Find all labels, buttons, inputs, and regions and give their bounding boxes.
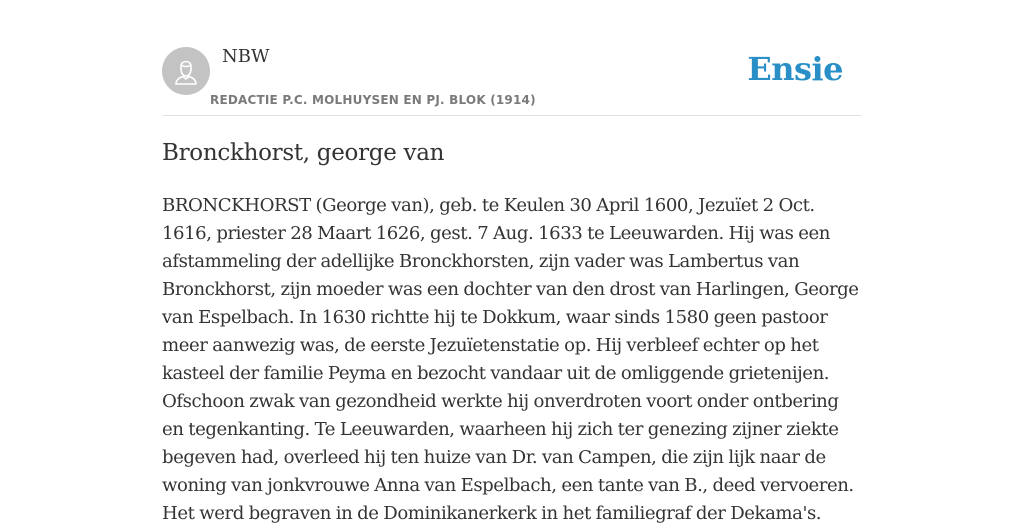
ensie-logo[interactable]: Ensie	[747, 50, 843, 88]
source-avatar[interactable]	[162, 47, 210, 95]
source-name[interactable]: NBW	[222, 46, 270, 67]
article-title: Bronckhorst, george van	[162, 140, 445, 166]
source-editors: REDACTIE P.C. MOLHUYSEN EN PJ. BLOK (1914)	[210, 93, 536, 107]
article-body: BRONCKHORST (George van), geb. te Keulen 30 April 1600, Jezuïet 2 Oct. 1616, priester 28 Maart 1626, gest. 7 Aug. 1633 te Leeuwarden. Hij was een afstammeling der adellijke Bronckhorsten, zijn vader was Lambertus van Bronckhorst, zijn moeder was een dochter van den drost van Harlingen, George van Espelbach. In 1630 richtte hij te Dokkum, waar sinds 1580 geen pastoor meer aanwezig was, de eerste Jezuïetenstatie op. Hij verbleef echter op het kasteel der familie Peyma en bezocht vandaar uit de omliggende grietenijen. Ofschoon zwak van gezondheid werkte hij onverdroten voort onder ontbering en tegenkanting. Te Leeuwarden, waarheen hij zich ter genezing zijner ziekte begeven had, overleed hij ten huize van Dr. van Campen, die zijn lijk naar de woning van jonkvrouwe Anna van Espelbach, een tante van B., deed vervoeren. Het werd begraven in de Dominikanerkerk in het familiegraf der Dekama's.	[162, 195, 859, 524]
user-icon	[162, 47, 210, 95]
source-header	[162, 40, 862, 116]
